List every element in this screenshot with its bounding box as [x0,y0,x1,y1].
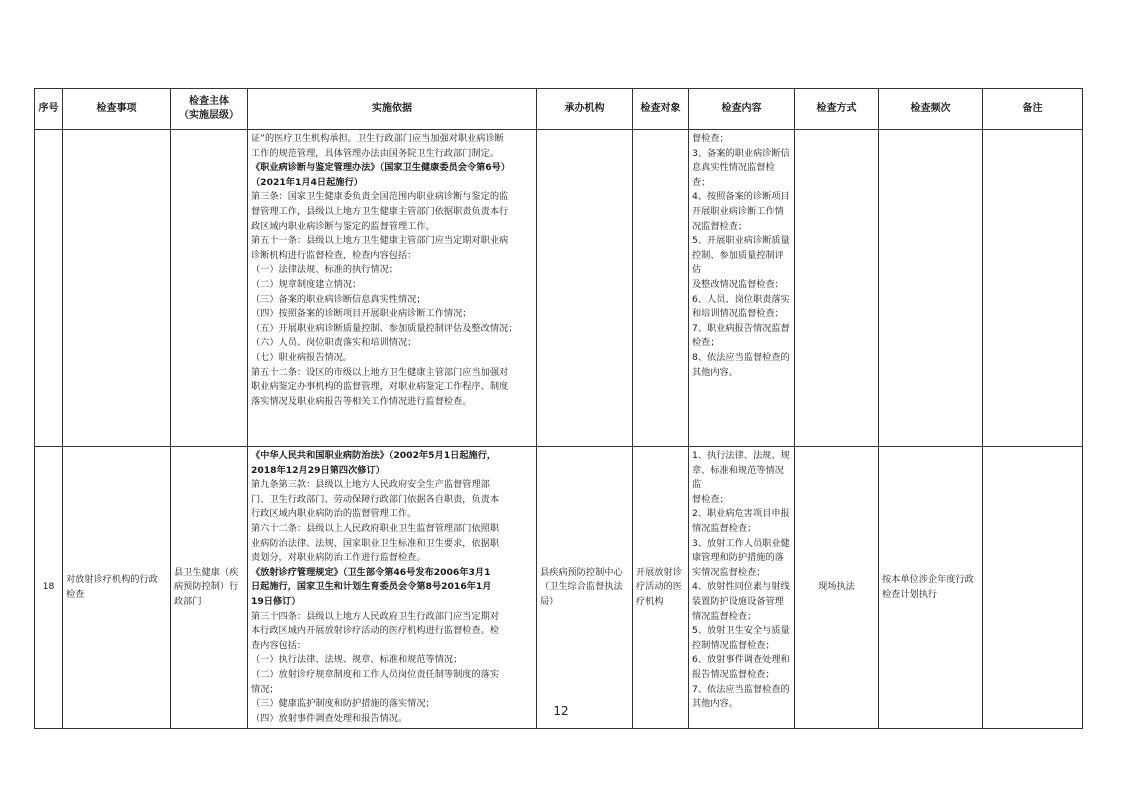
basis-line: （二）放射诊疗规章制度和工作人员岗位责任制等制度的落实 [251,668,500,680]
cell-content [689,130,795,447]
header-subject-line1: 检查主体 [189,96,229,107]
content-line: 开展职业病诊断工作情 [692,205,784,217]
basis-line: （四）按照备案的诊断项目开展职业病诊断工作情况； [251,308,472,320]
table-row [35,130,1083,447]
cell-basis [248,447,537,729]
basis-line: 情况； [251,683,279,695]
basis-line: 行政区域内职业病防治的监督管理工作。 [251,508,417,520]
content-line: 5、开展职业病诊断质量 [692,235,790,247]
basis-line: （六）人员、岗位职责落实和培训情况； [251,337,417,349]
cell-agency: 县疾病预防控制中心（卫生综合监督执法局） [537,447,633,729]
basis-line: 《职业病诊断与鉴定管理办法》（国家卫生健康委员会令第6号） [251,162,511,174]
basis-line: 第五十一条：县级以上地方卫生健康主管部门应当定期对职业病 [251,235,509,247]
cell-agency [537,130,633,447]
content-line: 控制情况监督检查； [692,639,775,651]
content-line: 7、依法应当监督检查的 [692,683,790,695]
content-line: 和培训情况监督检查； [692,308,784,320]
content-line: 6、放射事件调查处理和 [692,654,790,666]
header-item: 检查事项 [63,89,171,130]
basis-line: 证”的医疗卫生机构承担。卫生行政部门应当加强对职业病诊断 [251,133,504,144]
basis-line: 诊断机构进行监督检查，检查内容包括： [251,249,417,261]
content-line: 2、职业病危害项目申报 [692,508,790,520]
basis-line: （二）规章制度建立情况； [251,278,362,290]
cell-remark [983,447,1083,729]
content-line: 3、放射工作人员职业健 [692,537,790,549]
content-line: 章、标准和规范等情况监 [692,464,784,491]
basis-line: 第三条：国家卫生健康委负责全国范围内职业病诊断与鉴定的监 [251,191,509,203]
basis-line: 落实情况及职业病报告等相关工作情况进行监督检查。 [251,395,472,407]
basis-line: 第九条第三款：县级以上地方人民政府安全生产监督管理部 [251,479,490,491]
cell-method: 现场执法 [795,447,879,729]
basis-line: （七）职业病报告情况。 [251,351,353,363]
basis-line: （一）执行法律、法规、规章、标准和规范等情况； [251,654,463,666]
content-line: 情况监督检查； [692,522,757,534]
basis-line: 督管理工作，县级以上地方卫生健康主管部门依据职责负责本行 [251,205,509,217]
basis-line: （2021年1月4日起施行） [251,176,363,188]
cell-object: 开展放射诊疗活动的医疗机构 [633,447,689,729]
basis-line: 政区域内职业病诊断与鉴定的监督管理工作。 [251,220,435,232]
header-subject [171,89,248,130]
content-line: 6、人员、岗位职责落实 [692,293,790,305]
cell-no: 18 [35,447,63,729]
content-line: 5、放射卫生安全与质量 [692,625,790,637]
content-line: 装置防护设施设备管理 [692,595,784,607]
cell-method [795,130,879,447]
cell-basis [248,130,537,447]
header-frequency: 检查频次 [879,89,983,130]
basis-line: 《放射诊疗管理规定》（卫生部令第46号发布2006年3月1 [251,566,491,578]
page-number: 12 [553,704,569,718]
content-line: 报告情况监督检查； [692,668,775,680]
basis-line: 业病防治法律、法规、国家职业卫生标准和卫生要求，依据职 [251,537,500,549]
content-line: 1、执行法律、法规、规 [692,450,790,461]
header-no: 序号 [35,89,63,130]
cell-frequency: 按本单位涉企年度行政检查计划执行 [879,447,983,729]
basis-line: 第五十二条：设区的市级以上地方卫生健康主管部门应当加强对 [251,366,509,378]
basis-line: 本行政区域内开展放射诊疗活动的医疗机构进行监督检查。检 [251,625,500,637]
content-line: 其他内容。 [692,366,738,378]
basis-line: 门、卫生行政部门、劳动保障行政部门依据各自职责，负责本 [251,493,500,505]
cell-frequency [879,130,983,447]
basis-line: 工作的规范管理，具体管理办法由国务院卫生行政部门制定。 [251,147,500,159]
content-line: 3、备案的职业病诊断信 [692,147,790,159]
basis-line: 19日修订） [251,595,301,607]
basis-line: 《中华人民共和国职业病防治法》（2002年5月1日起施行， [251,450,497,461]
inspection-table [34,88,1083,729]
cell-item [63,130,171,447]
content-line: 及整改情况监督检查； [692,278,784,290]
basis-line: （五）开展职业病诊断质量控制、参加质量控制评估及整改情况； [251,322,518,334]
cell-remark [983,130,1083,447]
basis-line: （一）法律法规、标准的执行情况； [251,264,398,276]
basis-line: （四）放射事件调查处理和报告情况。 [251,712,408,724]
basis-line: 查内容包括： [251,639,307,651]
header-object: 检查对象 [633,89,689,130]
content-line: 4、按照备案的诊断项目 [692,191,790,203]
content-line: 康管理和防护措施的落 [692,552,784,564]
header-content: 检查内容 [689,89,795,130]
content-line: 息真实性情况监督检查； [692,162,775,188]
content-line: 其他内容。 [692,698,738,710]
header-subject-line2: （实施层级） [179,110,239,121]
cell-item: 对放射诊疗机构的行政检查 [63,447,171,729]
table-row [35,447,1083,729]
content-line: 实情况监督检查； [692,566,766,578]
content-line: 检查； [692,337,720,349]
basis-line: （三）健康监护制度和防护措施的落实情况； [251,698,435,710]
header-row [35,89,1083,130]
content-line: 况监督检查； [692,220,748,232]
basis-line: （三）备案的职业病诊断信息真实性情况； [251,293,426,305]
content-line: 4、放射性同位素与射线 [692,581,790,593]
cell-content [689,447,795,729]
header-method: 检查方式 [795,89,879,130]
cell-subject: 县卫生健康（疾病预防控制）行政部门 [171,447,248,729]
basis-line: 第六十二条：县级以上人民政府职业卫生监督管理部门依照职 [251,522,500,534]
content-line: 8、依法应当监督检查的 [692,351,790,363]
basis-line: 职业病鉴定办事机构的监督管理，对职业病鉴定工作程序、制度 [251,381,509,393]
cell-no [35,130,63,447]
content-line: 情况监督检查； [692,610,757,622]
basis-line: 责划分，对职业病防治工作进行监督检查。 [251,552,426,564]
content-line: 7、职业病报告情况监督 [692,322,790,334]
content-line: 控制、参加质量控制评估 [692,249,784,276]
header-basis: 实施依据 [248,89,537,130]
header-remark: 备注 [983,89,1083,130]
cell-subject [171,130,248,447]
basis-line: 日起施行，国家卫生和计划生育委员会令第8号2016年1月 [251,581,492,593]
header-agency: 承办机构 [537,89,633,130]
cell-object [633,130,689,447]
content-line: 督检查； [692,133,729,144]
basis-line: 2018年12月29日第四次修订） [251,464,385,476]
content-line: 督检查； [692,493,729,505]
basis-line: 第三十四条：县级以上地方人民政府卫生行政部门应当定期对 [251,610,500,622]
